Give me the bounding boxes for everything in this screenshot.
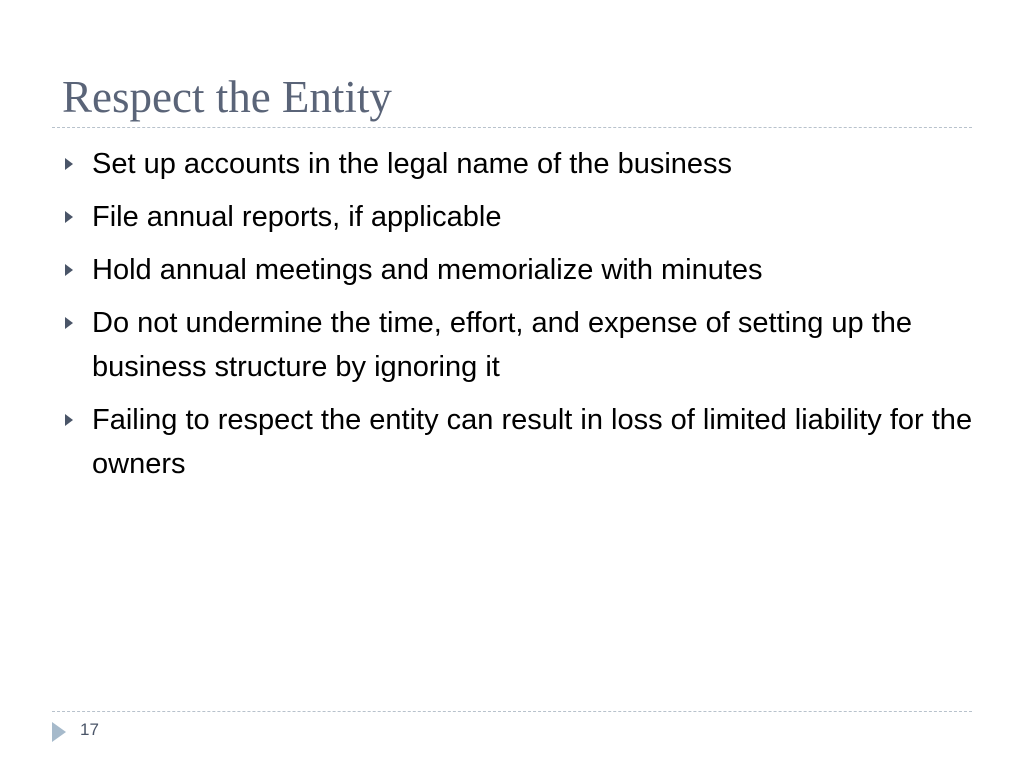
footer-divider [52, 711, 972, 712]
triangle-bullet-icon [65, 158, 73, 170]
title-divider [52, 127, 972, 128]
bullet-text: File annual reports, if applicable [92, 201, 502, 233]
bullet-item [62, 142, 982, 186]
bullet-text: Failing to respect the entity can result in loss of limited liability for the owners [92, 404, 973, 480]
triangle-bullet-icon [65, 264, 73, 276]
triangle-footer-icon [52, 722, 66, 742]
bullet-text: Set up accounts in the legal name of the business [92, 148, 733, 180]
bullet-text: Hold annual meetings and memorialize with minutes [92, 254, 763, 286]
triangle-bullet-icon [65, 211, 73, 223]
bullet-item [62, 248, 982, 292]
bullet-item [62, 398, 982, 486]
page-number: 17 [80, 720, 99, 739]
bullet-item [62, 195, 982, 239]
triangle-bullet-icon [65, 317, 73, 329]
bullet-text: Do not undermine the time, effort, and expense of setting up the business structure by ignoring it [92, 307, 913, 383]
bullet-item [62, 301, 982, 389]
slide-title: Respect the Entity [62, 72, 392, 122]
bullet-list [62, 142, 982, 495]
triangle-bullet-icon [65, 414, 73, 426]
